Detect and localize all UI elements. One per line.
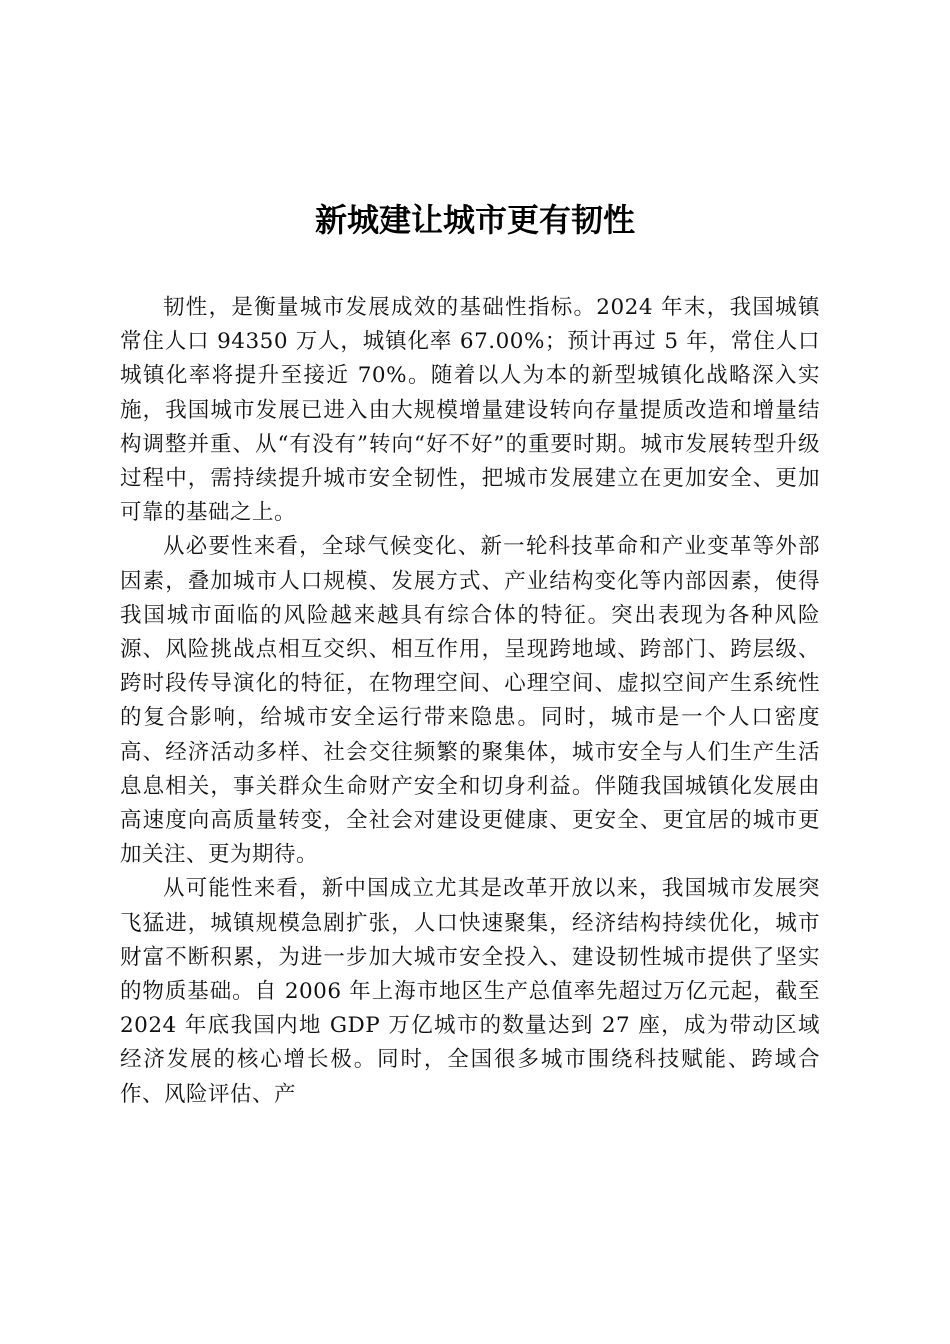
paragraph-necessity: 从必要性来看，全球气候变化、新一轮科技革命和产业变革等外部因素，叠加城市人口规模、发展方式、产业结构变化等内部因素，使得我国城市面临的风险越来越具有综合体的特征。突出表现为各种风险源、风险挑战点相互交织、相互作用，呈现跨地域、跨部门、跨层级、跨时段传导演化的特征，在物理空间、心理空间、虚拟空间产生系统性的复合影响，给城市安全运行带来隐患。同时，城市是一个人口密度高、经济活动多样、社会交往频繁的聚集体，城市安全与人们生产生活息息相关，事关群众生命财产安全和切身利益。伴随我国城镇化发展由高速度向高质量转变，全社会对建设更健康、更安全、更宜居的城市更加关注、更为期待。 bbox=[120, 534, 820, 868]
article-body bbox=[120, 291, 820, 1112]
page-title: 新城建让城市更有韧性 bbox=[314, 201, 635, 239]
paragraph-resilience-intro: 韧性，是衡量城市发展成效的基础性指标。2024 年末，我国城镇常住人口 94350 万人，城镇化率 67.00%；预计再过 5 年，常住人口城镇化率将提升至接近 70%。随着以人为本的新型城镇化战略深入实施，我国城市发展已进入由大规模增量建设转向存量提质改造和增量结构调整并重、从“有没有”转向“好不好”的重要时期。城市发展转型升级过程中，需持续提升城市安全韧性，把城市发展建立在更加安全、更加可靠的基础之上。 bbox=[120, 295, 820, 526]
paragraph-possibility: 从可能性来看，新中国成立尤其是改革开放以来，我国城市发展突飞猛进，城镇规模急剧扩张，人口快速聚集，经济结构持续优化，城市财富不断积累，为进一步加大城市安全投入、建设韧性城市提供了坚实的物质基础。自 2006 年上海市地区生产总值率先超过万亿元起，截至 2024 年底我国内地 GDP 万亿城市的数量达到 27 座，成为带动区域经济发展的核心增长极。同时，全国很多城市围绕科技赋能、跨域合作、风险评估、产 bbox=[120, 876, 820, 1107]
